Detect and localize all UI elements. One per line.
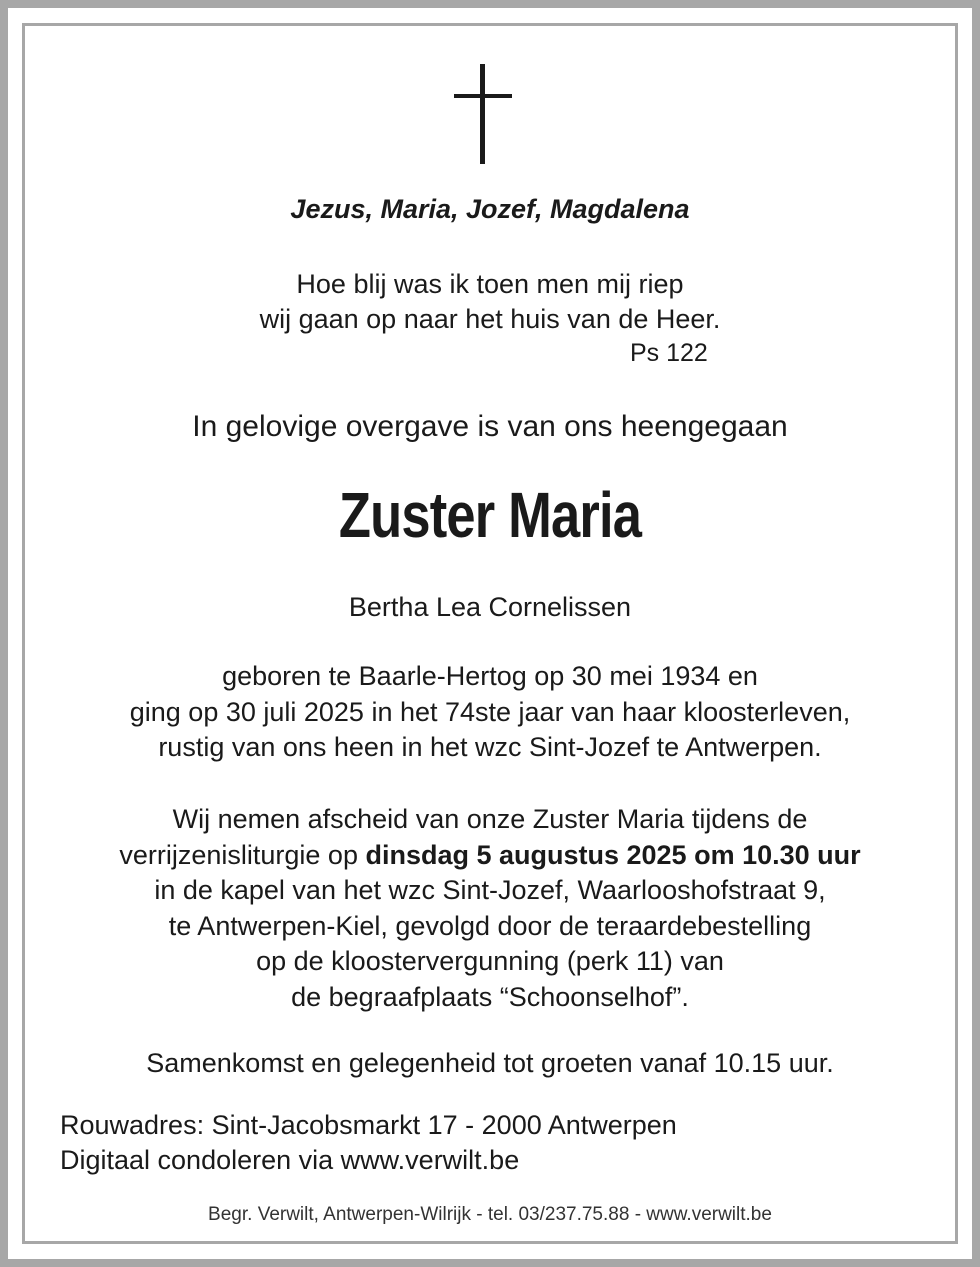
service-line: de begraafplaats “Schoonselhof”. (291, 981, 689, 1012)
service-line: Wij nemen afscheid van onze Zuster Maria tijdens de (172, 804, 808, 834)
gathering-info: Samenkomst en gelegenheid tot groeten vanaf 10.15 uur. (146, 1048, 834, 1078)
biography (8, 659, 972, 766)
deceased-name: Zuster Maria (338, 479, 642, 551)
bio-line: rustig van ons heen in het wzc Sint-Jozef te Antwerpen. (158, 732, 822, 762)
service-line (8, 838, 972, 874)
bio-line: ging op 30 juli 2025 in het 74ste jaar van haar kloosterleven, (129, 696, 851, 727)
bio-line: geboren te Baarle-Hertog op 30 mei 1934 en (222, 661, 758, 691)
service-prefix: verrijzenisliturgie op (119, 839, 366, 870)
mourning-address: Rouwadres: Sint-Jacobsmarkt 17 - 2000 Antwerpen (60, 1110, 677, 1140)
service-line: in de kapel van het wzc Sint-Jozef, Waarlooshofstraat 9, (154, 875, 826, 905)
service-line: te Antwerpen-Kiel, gevolgd door de teraardebestelling (168, 910, 812, 941)
service-date-time: dinsdag 5 augustus 2025 om 10.30 uur (365, 839, 861, 870)
verse-reference: Ps 122 (630, 339, 708, 367)
service-line: op de kloostervergunning (perk 11) van (256, 946, 724, 976)
funeral-director-footer: Begr. Verwilt, Antwerpen-Wilrijk - tel. 03/237.75.88 - www.verwilt.be (208, 1204, 772, 1225)
psalm-verse (8, 267, 972, 337)
verse-line: wij gaan op naar het huis van de Heer. (259, 304, 721, 334)
invocation: Jezus, Maria, Jozef, Magdalena (290, 194, 690, 224)
condolence-link: Digitaal condoleren via www.verwilt.be (60, 1145, 520, 1175)
birth-name: Bertha Lea Cornelissen (348, 592, 632, 622)
contact-info (60, 1108, 677, 1178)
verse-line: Hoe blij was ik toen men mij riep (296, 269, 684, 299)
service-details (8, 802, 972, 1015)
cross-icon (454, 64, 512, 164)
obituary-notice (8, 8, 972, 1259)
intro-text: In gelovige overgave is van ons heengegaan (192, 410, 788, 443)
